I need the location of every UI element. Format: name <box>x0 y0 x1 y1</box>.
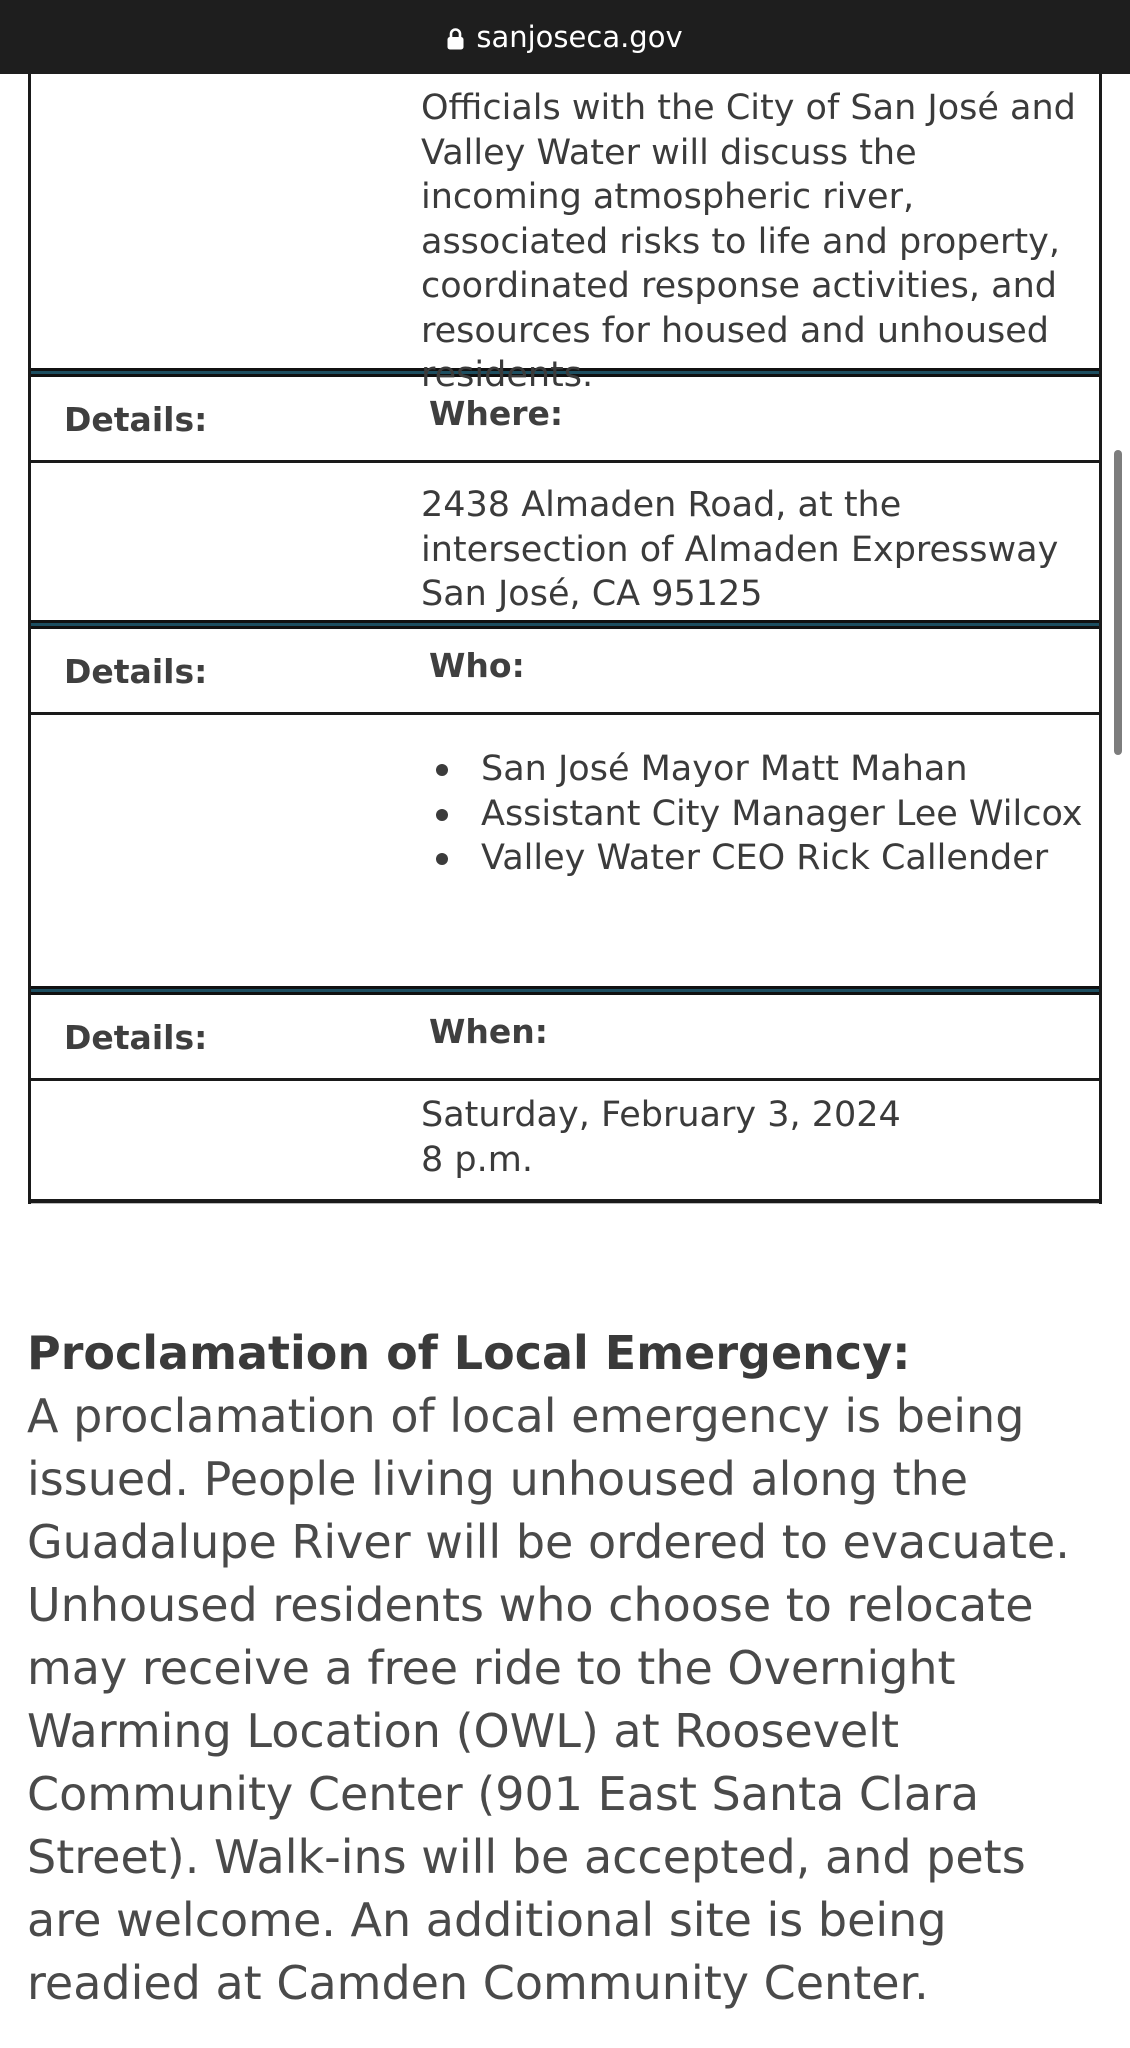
details-label: Details: <box>64 400 208 439</box>
section-divider <box>31 620 1099 629</box>
where-heading: Where: <box>429 394 564 433</box>
table-bottom-border <box>31 1199 1099 1204</box>
list-item: Assistant City Manager Lee Wilcox <box>481 792 1089 837</box>
address-line: San José, CA 95125 <box>421 574 763 614</box>
proclamation-title: Proclamation of Local Emergency: <box>27 1326 911 1380</box>
date-time-block <box>421 1093 1079 1182</box>
when-row <box>31 1081 1099 1199</box>
page-scrollbar[interactable] <box>1114 450 1122 755</box>
bullet-icon <box>436 764 448 776</box>
event-description: Officials with the City of San José and Valley Water will discuss the incoming atmospheric river, associated risks to life and property, coordinated response activities, and resources for housed and unhoused residents. <box>421 88 1076 395</box>
description-row <box>31 74 1099 395</box>
address-line: 2438 Almaden Road, at the <box>421 485 902 525</box>
where-row <box>31 463 1099 620</box>
details-label: Details: <box>64 1018 208 1057</box>
proclamation-body: A proclamation of local emergency is being issued. People living unhoused along the Guadalupe River will be ordered to evacuate. Unhoused residents who choose to relocate may receive a free ride to the Overnight Warming Location (OWL) at Roosevelt Community Center (901 East Santa Clara Street). Walk-ins will be accepted, and pets are welcome. An additional site is being readied at Camden Community Center. <box>27 1389 1070 2010</box>
details-label: Details: <box>64 652 208 691</box>
details-header-row <box>31 995 1099 1078</box>
address-line: intersection of Almaden Expressway <box>421 529 1059 570</box>
event-time: 8 p.m. <box>421 1139 533 1180</box>
bullet-icon <box>436 809 448 821</box>
address-block <box>421 483 1079 617</box>
who-row <box>31 715 1099 986</box>
event-date: Saturday, February 3, 2024 <box>421 1095 901 1135</box>
address-bar[interactable] <box>0 0 1130 74</box>
list-item: Valley Water CEO Rick Callender <box>481 836 1089 881</box>
attendee-list <box>481 747 1089 881</box>
list-item: San José Mayor Matt Mahan <box>481 747 1089 792</box>
section-divider <box>31 986 1099 995</box>
lock-icon <box>447 28 464 50</box>
event-details-table <box>28 74 1102 1204</box>
when-heading: When: <box>429 1012 548 1051</box>
bullet-icon <box>436 853 448 865</box>
url-text[interactable]: sanjoseca.gov <box>476 20 683 54</box>
details-header-row <box>31 377 1099 460</box>
details-header-row <box>31 629 1099 712</box>
proclamation-section <box>27 1322 1107 2015</box>
who-heading: Who: <box>429 646 525 685</box>
